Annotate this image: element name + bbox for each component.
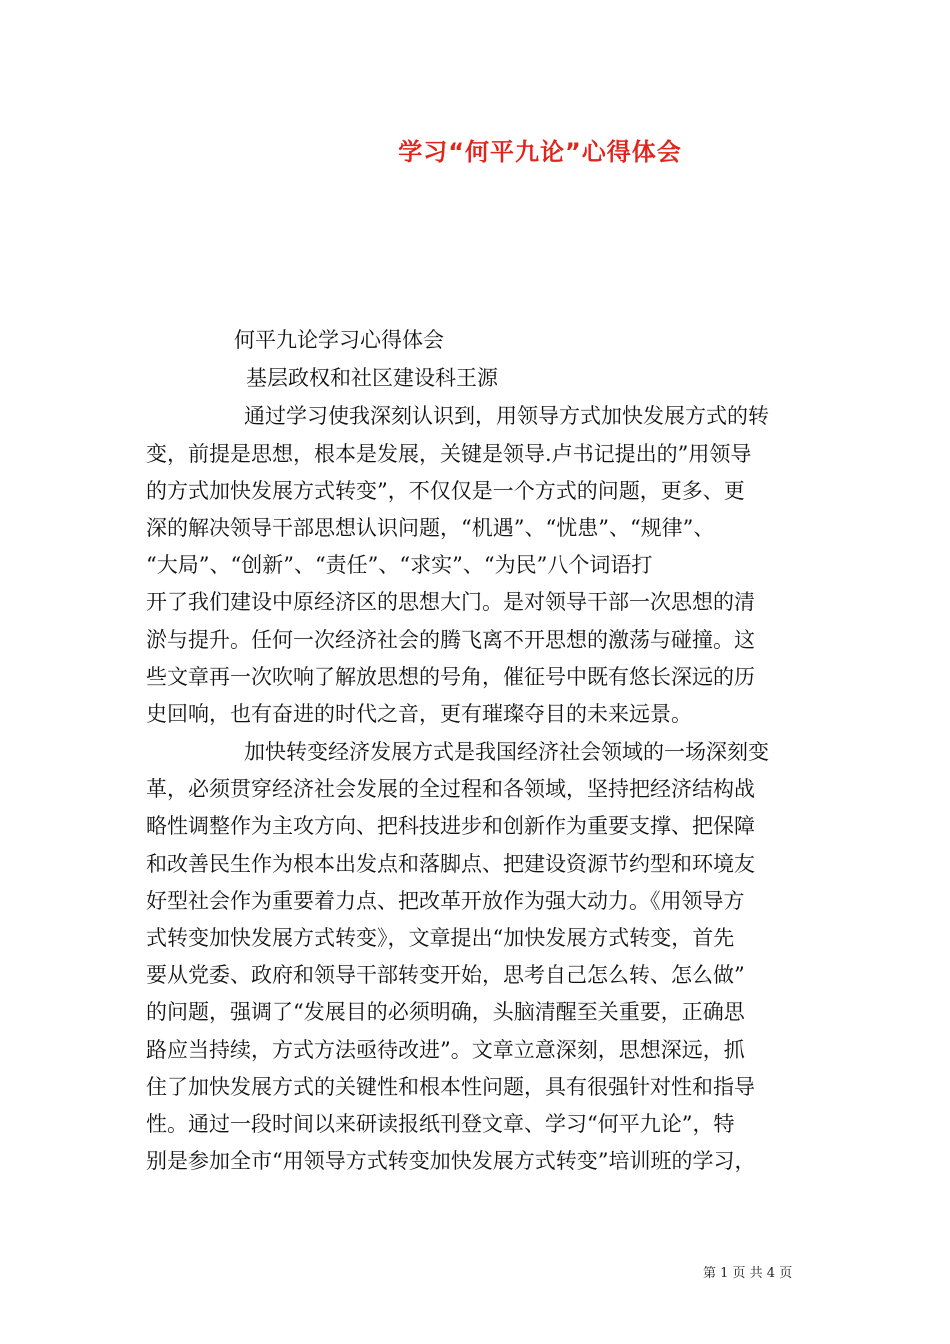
paragraph-line: 的方式加快发展方式转变”，不仅仅是一个方式的问题，更多、更 bbox=[146, 479, 745, 503]
paragraph-line: 史回响，也有奋进的时代之音，更有璀璨夺目的未来远景。 bbox=[146, 702, 692, 726]
paragraph-line: 要从党委、政府和领导干部转变开始，思考自己怎么转、怎么做” bbox=[146, 963, 745, 987]
paragraph-line: “大局”、“创新”、“责任”、“求实”、“为民”八个词语打 bbox=[146, 553, 653, 577]
paragraph-line: 淤与提升。任何一次经济社会的腾飞离不开思想的激荡与碰撞。这 bbox=[146, 628, 755, 652]
paragraph-line: 好型社会作为重要着力点、把改革开放作为强大动力。《用领导方 bbox=[146, 889, 745, 913]
page-number-footer: 第 1 页 共 4 页 bbox=[703, 1266, 793, 1281]
paragraph-line: 式转变加快发展方式转变》，文章提出“加快发展方式转变，首先 bbox=[146, 926, 735, 950]
paragraph-line: 和改善民生作为根本出发点和落脚点、把建设资源节约型和环境友 bbox=[146, 852, 755, 876]
paragraph-line: 的问题，强调了“发展目的必须明确，头脑清醒至关重要，正确思 bbox=[146, 1000, 745, 1024]
paragraph-line: 住了加快发展方式的关键性和根本性问题，具有很强针对性和指导 bbox=[146, 1075, 755, 1099]
paragraph-line: 变，前提是思想，根本是发展，关键是领导.卢书记提出的”用领导 bbox=[146, 442, 752, 466]
paragraph-line: 别是参加全市“用领导方式转变加快发展方式转变”培训班的学习， bbox=[146, 1149, 756, 1173]
paragraph-line: 开了我们建设中原经济区的思想大门。是对领导干部一次思想的清 bbox=[146, 590, 755, 614]
paragraph-line: 些文章再一次吹响了解放思想的号角，催征号中既有悠长深远的历 bbox=[146, 665, 755, 689]
document-subtitle: 何平九论学习心得体会 bbox=[234, 328, 444, 352]
author-line: 基层政权和社区建设科王源 bbox=[246, 366, 498, 390]
paragraph-line: 深的解决领导干部思想认识问题，“机遇”、“忧患”、“规律”、 bbox=[146, 516, 715, 540]
paragraph-line: 路应当持续，方式方法亟待改进”。文章立意深刻，思想深远，抓 bbox=[146, 1038, 745, 1062]
document-title: 学习“何平九论”心得体会 bbox=[398, 138, 682, 166]
paragraph-line: 性。通过一段时间以来研读报纸刊登文章、学习“何平九论”，特 bbox=[146, 1112, 735, 1136]
paragraph-line: 加快转变经济发展方式是我国经济社会领域的一场深刻变 bbox=[244, 740, 769, 764]
paragraph-line: 革，必须贯穿经济社会发展的全过程和各领域，坚持把经济结构战 bbox=[146, 777, 755, 801]
paragraph-line: 略性调整作为主攻方向、把科技进步和创新作为重要支撑、把保障 bbox=[146, 814, 755, 838]
paragraph-line: 通过学习使我深刻认识到，用领导方式加快发展方式的转 bbox=[244, 404, 769, 428]
